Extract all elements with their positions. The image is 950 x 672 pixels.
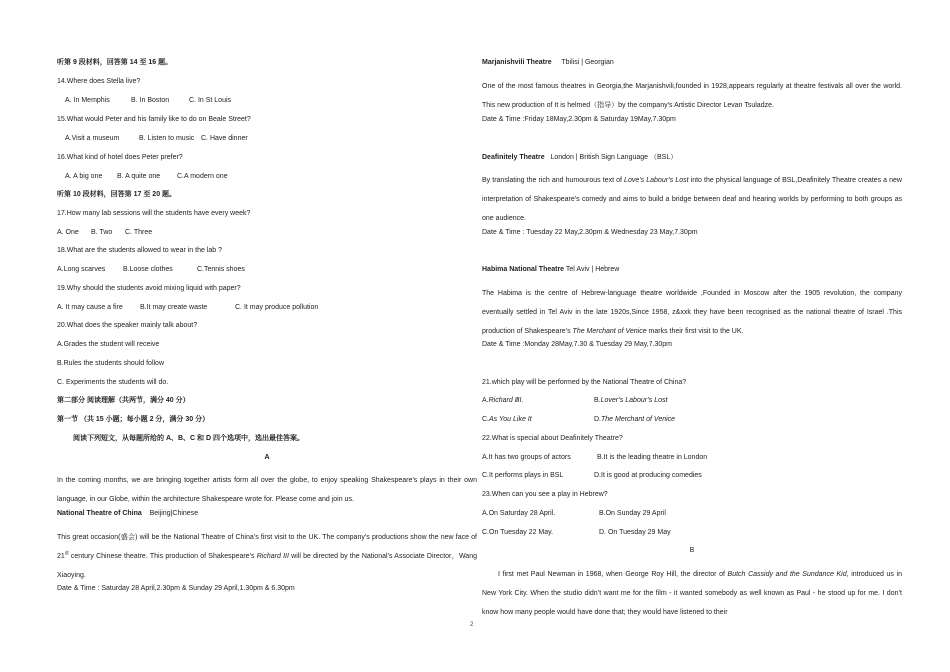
option[interactable]: C.As You Like It — [482, 416, 532, 423]
option[interactable]: C. Have dinner — [201, 135, 248, 142]
option[interactable]: B. In Boston — [131, 97, 170, 104]
question-23: 23.When can you see a play in Hebrew? — [482, 491, 608, 498]
play-title: Richard III — [256, 553, 289, 560]
theatre-location: Tbilisi | Georgian — [561, 59, 614, 66]
play-title: The Merchant of Venice — [572, 328, 647, 335]
question-18-options — [57, 265, 477, 274]
theatre-name: Deafinitely Theatre — [482, 154, 545, 161]
option[interactable]: B.It may create waste — [140, 304, 208, 311]
question-22-options-row1 — [482, 453, 902, 462]
question-21-options-row1 — [482, 396, 902, 405]
option[interactable]: C.Tennis shoes — [197, 266, 245, 273]
option[interactable]: B.Rules the students should follow — [57, 360, 165, 367]
question-23-options-row1 — [482, 509, 902, 518]
theatre-description: The Habima is the centre of Hebrew-language theatre worldwide ,Founded in Moscow after the 1905 revolution, the company eventually settled in Tel Aviv in the late 1920s,Since 1958, z&xxk they have been recognised as the national theatre of Israel .This production of Shakespeare’s The Merchant of Venice marks their first visit to the UK. — [482, 290, 902, 335]
question-17-options — [57, 228, 477, 237]
option[interactable]: B. A quite one — [117, 173, 161, 180]
option[interactable]: A.Visit a museum — [65, 135, 120, 142]
theatre-location: Tel Aviv | Hebrew — [564, 266, 620, 273]
instructions: 阅读下列短文，从每题所给的 A、B、C 和 D 四个选项中，选出最佳答案。 — [73, 435, 304, 442]
question-18: 18.What are the students allowed to wear in the lab ? — [57, 247, 222, 254]
theatre-name: Marjanishvili Theatre — [482, 59, 552, 66]
option[interactable]: A.Richard ⅢI. — [482, 397, 524, 404]
option[interactable]: C. Three — [125, 229, 153, 236]
option[interactable]: A. It may cause a fire — [57, 304, 123, 311]
question-19: 19.Why should the students avoid mixing liquid with paper? — [57, 285, 241, 292]
question-22-options-row2 — [482, 471, 902, 480]
option[interactable]: C.A modern one — [177, 173, 228, 180]
option[interactable]: A.It has two groups of actors — [482, 454, 571, 461]
section-heading: 听第 9 段材料，回答第 14 至 16 题。 — [57, 59, 173, 66]
theatre-description: One of the most famous theatres in Georgia,the Marjanishvili,founded in 1928,appears regularly at theatre festivals all over the world. This new production of It is helmed（指导）by the company’s Artistic Director Levan Tsuladze. — [482, 83, 902, 109]
option[interactable]: A.On Saturday 28 April. — [482, 510, 556, 517]
option[interactable]: B. Two — [91, 229, 113, 236]
theatre-location: London | British Sign Language （BSL） — [550, 154, 678, 161]
question-21-options-row2 — [482, 415, 902, 424]
page-number: 2 — [470, 622, 474, 628]
option[interactable]: B.Loose clothes — [123, 266, 173, 273]
film-title: Butch Cassidy and the Sundance Kid — [727, 571, 847, 578]
question-23-options-row2 — [482, 528, 902, 537]
question-19-options — [57, 303, 477, 312]
question-15: 15.What would Peter and his family like to do on Beale Street? — [57, 116, 251, 123]
date-time: Date & Time :Monday 28May,7.30 & Tuesday 29 May,7.30pm — [482, 341, 673, 348]
section-heading: 听第 10 段材料，回答第 17 至 20 题。 — [57, 191, 177, 198]
option[interactable]: C.It performs plays in BSL — [482, 472, 564, 479]
option[interactable]: A. In Memphis — [65, 97, 110, 104]
option[interactable]: D. On Tuesday 29 May — [599, 529, 671, 536]
theatre-heading — [482, 58, 902, 67]
theatre-heading — [482, 265, 902, 274]
option[interactable]: C. Experiments the students will do. — [57, 379, 169, 386]
question-22: 22.What is special about Deafinitely Theatre? — [482, 435, 623, 442]
option[interactable]: C. In St Louis — [189, 97, 232, 104]
theatre-description: By translating the rich and humourous text of Love’s Labour’s Lost into the physical language of BSL,Deafinitely Theatre creates a new interpretation of Shakespeare’s comedy and aims to build a bridge between deaf and hearing worlds by performing to both groups as one audience. — [482, 177, 902, 222]
option[interactable]: A. One — [57, 229, 79, 236]
question-14-options — [57, 96, 485, 105]
question-16-options — [57, 172, 485, 181]
question-21: 21.which play will be performed by the National Theatre of China? — [482, 379, 687, 386]
option[interactable]: B.Lover’s Labour’s Lost — [594, 397, 668, 404]
option[interactable]: A.Grades the student will receive — [57, 341, 160, 348]
passage-label: A — [264, 454, 270, 461]
part-heading: 第二部分 阅读理解（共两节，满分 40 分） — [57, 397, 190, 404]
date-time: Date & Time : Tuesday 22 May,2.30pm & Wednesday 23 May,7.30pm — [482, 229, 698, 236]
option[interactable]: B. Listen to music — [139, 135, 195, 142]
passage-label: B — [689, 547, 695, 554]
passage-b-text: I first met Paul Newman in 1968, when George Roy Hill, the director of Butch Cassidy and the Sundance Kid, introduced us in New York City. When the studio didn’t want me for the film - it wanted somebody as well known as Paul - he stood up for me. I don’t know how many people would have done that; they would have listened to their — [482, 571, 903, 616]
theatre-location: Beijing|Chinese — [149, 510, 199, 517]
option[interactable]: C. It may produce pollution — [235, 304, 319, 311]
theatre-name: National Theatre of China — [57, 510, 142, 517]
date-time: Date & Time : Saturday 28 April,2.30pm & Sunday 29 April,1.30pm & 6.30pm — [57, 585, 295, 592]
question-20: 20.What does the speaker mainly talk about? — [57, 322, 198, 329]
question-17: 17.How many lab sessions will the students have every week? — [57, 210, 251, 217]
theatre-description: This great occasion(盛会) will be the National Theatre of China’s first visit to the UK. The company’s productions show the new face of 21st century Chinese theatre. This production of Shakespeare’s Richard III will be directed by the National’s Associate Director，Wang Xiaoying. — [57, 534, 477, 579]
play-title: Love’s Labour’s Lost — [624, 177, 689, 184]
date-time: Date & Time :Friday 18May,2.30pm & Saturday 19May,7.30pm — [482, 116, 676, 123]
section-heading: 第一节 （共 15 小题；每小题 2 分，满分 30 分） — [57, 416, 210, 423]
theatre-heading — [57, 509, 477, 518]
question-16: 16.What kind of hotel does Peter prefer? — [57, 154, 183, 161]
option[interactable]: A. A big one — [65, 173, 103, 180]
passage-intro: In the coming months, we are bringing together artists form all over the globe, to enjoy speaking Shakespeare’s plays in their own language, in our Globe, within the architecture Shakespeare wrote for. Please come and join us. — [57, 477, 477, 503]
question-15-options — [57, 134, 485, 143]
option[interactable]: B.It is the leading theatre in London — [597, 454, 708, 461]
option[interactable]: D.It is good at producing comedies — [594, 472, 702, 479]
option[interactable]: B.On Sunday 29 April — [599, 510, 666, 517]
theatre-name: Habima National Theatre — [482, 266, 565, 273]
question-14: 14.Where does Stella live? — [57, 78, 141, 85]
option[interactable]: D.The Merchant of Venice — [594, 416, 676, 423]
option[interactable]: A.Long scarves — [57, 266, 106, 273]
theatre-heading — [482, 153, 902, 162]
option[interactable]: C.On Tuesday 22 May. — [482, 529, 554, 536]
